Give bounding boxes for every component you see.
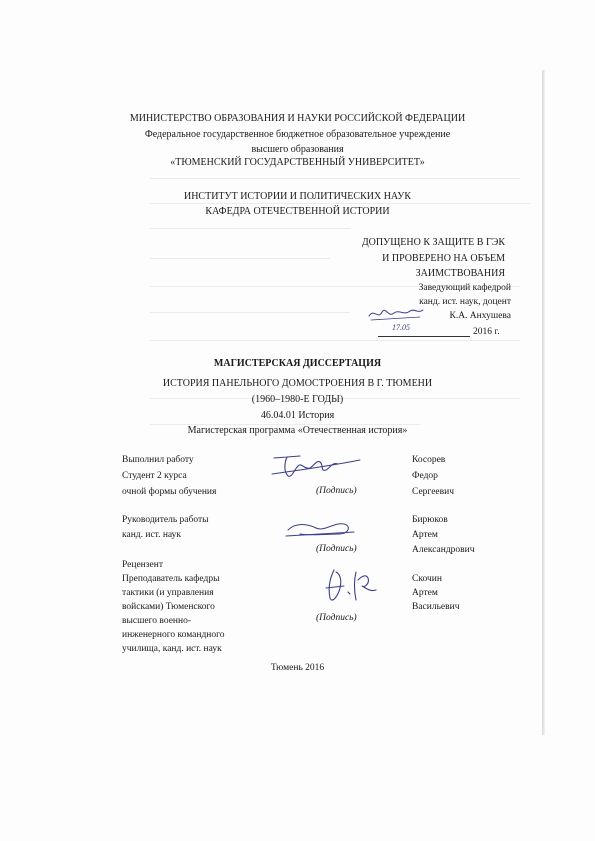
show-through-line bbox=[150, 312, 350, 313]
approval-line-2: И ПРОВЕРЕНО НА ОБЪЕМ bbox=[382, 253, 505, 264]
reviewer-role-6: инженерного командного bbox=[122, 630, 225, 640]
institution-type: Федеральное государственное бюджетное образовательное учреждение bbox=[144, 129, 451, 140]
reviewer-role-3: тактики (и управления bbox=[122, 588, 214, 598]
show-through-line bbox=[150, 340, 520, 341]
department-name: КАФЕДРА ОТЕЧЕСТВЕННОЙ ИСТОРИИ bbox=[205, 206, 390, 217]
student-role-2: Студент 2 курса bbox=[122, 471, 187, 481]
head-title: Заведующий кафедрой bbox=[418, 283, 511, 293]
reviewer-patronymic: Васильевич bbox=[412, 602, 460, 612]
document-type: МАГИСТЕРСКАЯ ДИССЕРТАЦИЯ bbox=[213, 358, 382, 369]
date-underline bbox=[378, 336, 470, 337]
institution-level: высшего образования bbox=[251, 144, 344, 155]
head-degree: канд. ист. наук, доцент bbox=[419, 297, 511, 307]
student-surname: Косорев bbox=[412, 455, 446, 465]
student-signature-caption: (Подпись) bbox=[316, 486, 357, 496]
thesis-period: (1960–1980-Е ГОДЫ) bbox=[251, 394, 344, 405]
thesis-topic: ИСТОРИЯ ПАНЕЛЬНОГО ДОМОСТРОЕНИЯ В Г. ТЮМЕНИ bbox=[162, 378, 433, 389]
supervisor-signature bbox=[282, 516, 358, 542]
reviewer-surname: Скочин bbox=[412, 574, 442, 584]
show-through-line bbox=[150, 178, 520, 179]
show-through-line bbox=[150, 228, 350, 229]
student-signature bbox=[270, 448, 362, 484]
reviewer-first-name: Артем bbox=[412, 588, 438, 598]
student-patronymic: Сергеевич bbox=[412, 487, 454, 497]
supervisor-first-name: Артем bbox=[412, 530, 438, 540]
handwritten-date: 17.05 bbox=[392, 323, 410, 332]
supervisor-patronymic: Александрович bbox=[412, 545, 475, 555]
reviewer-role-2: Преподаватель кафедры bbox=[122, 574, 220, 584]
institute-name: ИНСТИТУТ ИСТОРИИ И ПОЛИТИЧЕСКИХ НАУК bbox=[183, 191, 412, 202]
supervisor-signature-caption: (Подпись) bbox=[316, 544, 357, 554]
reviewer-role-5: высшего военно- bbox=[122, 616, 191, 626]
show-through-line bbox=[150, 258, 330, 259]
reviewer-signature bbox=[322, 564, 380, 608]
approval-line-3: ЗАИМСТВОВАНИЯ bbox=[415, 268, 505, 279]
reviewer-role-7: училища, канд. ист. наук bbox=[122, 644, 222, 654]
approval-line-1: ДОПУЩЕНО К ЗАЩИТЕ В ГЭК bbox=[361, 237, 505, 248]
head-signature bbox=[366, 302, 426, 324]
reviewer-role-1: Рецензент bbox=[122, 560, 163, 570]
show-through-line bbox=[150, 203, 530, 204]
ministry-name: МИНИСТЕРСТВО ОБРАЗОВАНИЯ И НАУКИ РОССИЙСКОЙ ФЕДЕРАЦИИ bbox=[129, 113, 466, 124]
supervisor-role-2: канд. ист. наук bbox=[122, 530, 182, 540]
student-first-name: Федор bbox=[412, 471, 438, 481]
university-name: «ТЮМЕНСКИЙ ГОСУДАРСТВЕННЫЙ УНИВЕРСИТЕТ» bbox=[170, 157, 425, 168]
reviewer-role-4: войсками) Тюменского bbox=[122, 602, 215, 612]
student-role-1: Выполнил работу bbox=[122, 455, 194, 465]
place-and-year: Тюмень 2016 bbox=[270, 663, 325, 673]
program-name: Магистерская программа «Отечественная история» bbox=[187, 425, 408, 436]
approval-year: 2016 г. bbox=[473, 327, 500, 337]
supervisor-role-1: Руководитель работы bbox=[122, 515, 209, 525]
head-name: К.А. Анхушева bbox=[449, 311, 511, 321]
specialty-code: 46.04.01 История bbox=[260, 410, 335, 421]
reviewer-signature-caption: (Подпись) bbox=[316, 613, 357, 623]
student-role-3: очной формы обучения bbox=[122, 487, 217, 497]
supervisor-surname: Бирюков bbox=[412, 515, 448, 525]
